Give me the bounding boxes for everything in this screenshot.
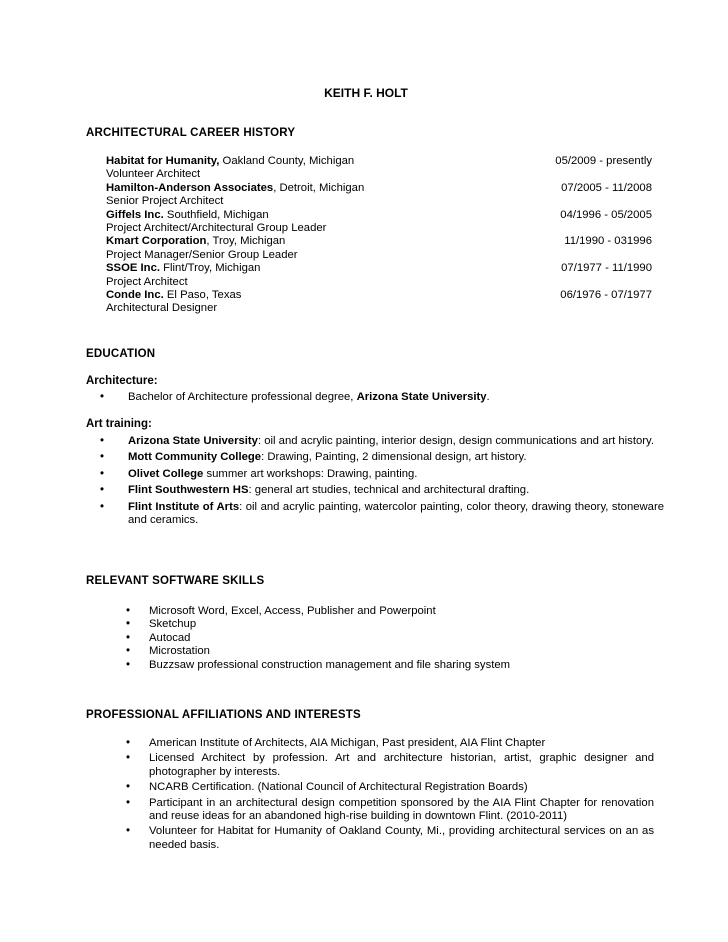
job-role: Project Architect/Architectural Group Leader (106, 222, 327, 235)
list-item: • Autocad (126, 631, 191, 644)
bullet-icon: • (100, 500, 105, 513)
job-entry (106, 209, 652, 236)
bullet-icon: • (126, 631, 131, 644)
job-location: El Paso, Texas (163, 289, 242, 302)
list-item: • Flint Southwestern HS: general art studies, technical and architectural drafting. (100, 484, 530, 497)
bullet-icon: • (126, 605, 131, 617)
job-role: Project Architect (106, 275, 188, 288)
job-role: Project Manager/Senior Group Leader (106, 248, 298, 261)
section-title-software: RELEVANT SOFTWARE SKILLS (86, 575, 265, 587)
list-item: • Licensed Architect by profession. Art and architecture historian, artist, graphic designer and photographer by interests. (126, 752, 654, 778)
job-company: SSOE Inc. (106, 262, 160, 275)
section-title-career: ARCHITECTURAL CAREER HISTORY (86, 127, 296, 139)
job-company: Hamilton-Anderson Associates (106, 181, 274, 194)
bullet-icon: • (100, 391, 105, 403)
list-item: • Microstation (126, 645, 210, 658)
art-training-list (100, 435, 664, 527)
bullet-icon: • (100, 484, 105, 497)
list-item: • American Institute of Architects, AIA Michigan, Past president, AIA Flint Chapter (126, 737, 546, 749)
job-company: Habitat for Humanity, (106, 155, 220, 167)
resume-name: KEITH F. HOLT (324, 86, 408, 100)
job-dates: 05/2009 - presently (555, 155, 652, 167)
job-location: Oakland County, Michigan (219, 155, 355, 167)
bullet-icon: • (126, 658, 131, 671)
bullet-icon: • (126, 618, 131, 631)
job-location: , Troy, Michigan (206, 235, 286, 248)
job-dates: 04/1996 - 05/2005 (560, 208, 652, 221)
bullet-icon: • (100, 435, 105, 447)
education-architecture-item: • Bachelor of Architecture professional degree, Arizona State University. (100, 391, 490, 403)
bullet-icon: • (126, 825, 131, 838)
job-company: Giffels Inc. (106, 208, 164, 221)
job-entry (106, 155, 652, 182)
bullet-icon: • (126, 796, 131, 809)
list-item: • Volunteer for Habitat for Humanity of Oakland County, Mi., providing architectural services on an as needed basis. (126, 825, 654, 851)
list-item: • Mott Community College: Drawing, Painting, 2 dimensional design, art history. (100, 451, 527, 464)
bullet-icon: • (126, 781, 131, 794)
list-item: • Flint Institute of Arts: oil and acrylic painting, watercolor painting, color theory, drawing theory, stoneware and ceramics. (100, 500, 665, 527)
bullet-icon: • (126, 752, 131, 765)
bullet-icon: • (100, 467, 105, 480)
job-location: , Detroit, Michigan (273, 181, 365, 194)
software-list (126, 605, 656, 672)
job-role: Senior Project Architect (106, 195, 224, 208)
list-item: • Participant in an architectural design competition sponsored by the AIA Flint Chapter for renovation and reuse ideas for an abandoned high-rise building in downtown Flint. (2010-2011) (126, 796, 654, 823)
job-company: Conde Inc. (106, 289, 164, 302)
job-location: Southfield, Michigan (163, 208, 269, 221)
list-item: • Olivet College summer art workshops: Drawing, painting. (100, 467, 418, 480)
bullet-icon: • (100, 451, 105, 464)
job-role: Volunteer Architect (106, 168, 201, 181)
job-location: Flint/Troy, Michigan (160, 262, 261, 275)
list-item: • Microsoft Word, Excel, Access, Publisher and Powerpoint (126, 605, 436, 617)
list-item: • Arizona State University: oil and acrylic painting, interior design, design communications and art history. (100, 435, 654, 447)
job-dates: 06/1976 - 07/1977 (560, 289, 652, 302)
section-title-education: EDUCATION (86, 348, 156, 360)
job-company: Kmart Corporation (106, 235, 207, 248)
list-item: • NCARB Certification. (National Council of Architectural Registration Boards) (126, 781, 528, 794)
education-architecture-label: Architecture: (86, 375, 158, 387)
job-entry (106, 262, 652, 289)
list-item: • Sketchup (126, 618, 197, 631)
job-dates: 11/1990 - 031996 (564, 235, 652, 248)
list-item: • Buzzsaw professional construction management and file sharing system (126, 658, 511, 671)
job-dates: 07/1977 - 11/1990 (561, 262, 652, 275)
section-title-affiliations: PROFESSIONAL AFFILIATIONS AND INTERESTS (86, 709, 361, 721)
job-dates: 07/2005 - 11/2008 (561, 181, 652, 194)
affiliations-list (126, 737, 654, 852)
job-entry (106, 289, 652, 316)
career-list (106, 155, 652, 316)
job-role: Architectural Designer (106, 302, 218, 315)
education-art-label: Art training: (86, 418, 152, 430)
job-entry (106, 182, 652, 209)
job-entry (106, 235, 652, 262)
bullet-icon: • (126, 645, 131, 658)
bullet-icon: • (126, 737, 131, 749)
